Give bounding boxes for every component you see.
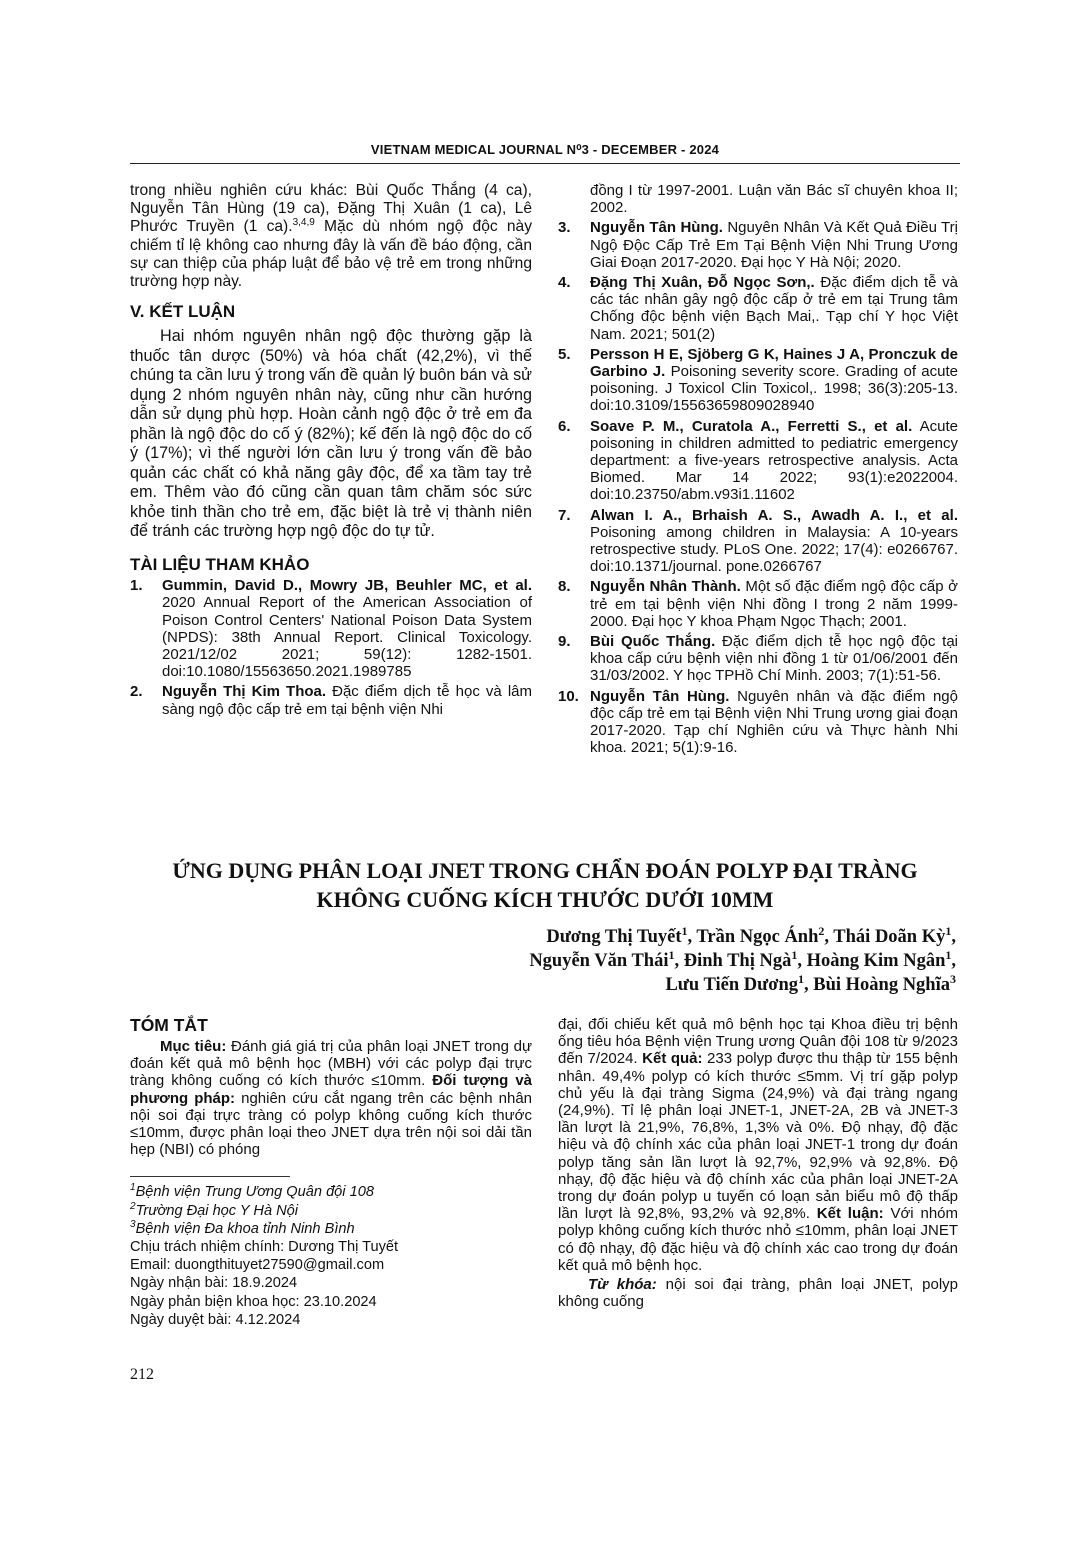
keywords-label: Từ khóa: xyxy=(588,1276,657,1294)
references-right xyxy=(558,182,958,760)
reference-authors: Nguyễn Thị Kim Thoa. xyxy=(162,683,327,701)
correspondence-line: Ngày phản biện khoa học: 23.10.2024 xyxy=(130,1293,377,1310)
reference-text: Đặc điểm dịch tễ và các tác nhân gây ngộ độc cấp ở trẻ em tại Trung tâm Chống độc bệnh viện Bạch Mai,. Tạp chí Y học Việt Nam. 2021; 501(2) xyxy=(590,274,958,343)
article-title xyxy=(130,856,960,914)
author-name: , Hoàng Kim Ngân xyxy=(797,951,946,971)
conclusion-paragraph: Hai nhóm nguyên nhân ngộ độc thường gặp là thuốc tân dược (50%) và hóa chất (42,2%), vì thế chúng ta cần lưu ý trong vấn đề quản lý buôn bán và sử dụng 2 nhóm nguyên nhân này, cũng như cần hướng dẫn sử dụng phù hợp. Hoàn cảnh ngộ độc ở trẻ em đa phần là ngộ độc do cố ý (82%); kế đến là ngộ độc do cố ý (17%); vì thế người lớn cần lưu ý trong vấn đề bảo quản các chất có khả năng gây độc, để xa tầm tay trẻ em. Thêm vào đó cũng cần quan tâm chăm sóc sức khỏe tinh thần cho trẻ em, đặc biệt là trẻ vị thành niên để tránh các trường hợp ngộ độc do tự tử. xyxy=(130,327,532,541)
summary-right xyxy=(558,1016,958,1310)
footnote-rule xyxy=(130,1176,290,1177)
author-name: Lưu Tiến Dương xyxy=(665,975,798,995)
summary-text: Đánh giá giá trị của phân loại JNET trong dự đoán kết quả mô bệnh học (MBH) với các polyp đại trực tràng không cuống có kích thước ≤10mm. xyxy=(130,1038,532,1090)
discussion-text-tail: Mặc dù nhóm ngộ độc này chiếm tỉ lệ không cao nhưng đây là vấn đề báo động, cần sự can thiệp của pháp luật để bảo vệ trẻ em trong những trường hợp này. xyxy=(130,218,532,291)
references-heading: TÀI LIỆU THAM KHẢO xyxy=(130,554,310,574)
reference-item xyxy=(558,507,958,576)
reference-number: 10. xyxy=(558,687,579,705)
reference-text: Acute poisoning in children admitted to pediatric emergency department: a five-years retrospective analysis. Acta Biomed. Mar 14 2022; 93(1):e2022004. doi:10.23750/abm.v93i1.11602 xyxy=(590,417,959,504)
summary-left-text xyxy=(130,1038,532,1158)
affiliation-text: Bệnh viện Đa khoa tỉnh Ninh Bình xyxy=(135,1220,355,1237)
citation-sup: 3,4,9 xyxy=(292,217,315,229)
summary-label: Đối tượng và phương pháp: xyxy=(130,1072,533,1107)
author-affiliation-sup: 1 xyxy=(681,923,688,938)
summary-text: 233 polyp được thu thập từ 155 bệnh nhân. 49,4% polyp có kích thước ≤5mm. Vị trí gặp polyp chủ yếu là đại tràng Sigma (24,9%) và đại tràng ngang (24,9%). Tỉ lệ phân loại JNET-1, JNET-2A, 2B và JNET-3 lần lượt là 21,9%, 76,8%, 1,3% và 0%. Độ nhạy, độ đặc hiệu và độ chính xác của phân loại JNET-1 trong dự đoán polyp tăng sản lần lượt là 92,7%, 92,9% và 92,8%. Độ nhạy, độ đặc hiệu và độ chính xác của phân loại JNET-2A trong dự đoán polyp u tuyến có loạn sản biểu mô độ thấp lần lượt là 92,8%, 93,2% và 92,8%. xyxy=(558,1050,958,1223)
reference-text: đồng I từ 1997-2001. Luận văn Bác sĩ chuyên khoa II; 2002. xyxy=(590,182,958,217)
reference-text: 2020 Annual Report of the American Association of Poison Control Centers' National Poison Data System (NPDS): 38th Annual Report. Clinical Toxicology. 2021/12/02 2021; 59(12): 1282-1501. doi:10.1080/15563650.2021.1989785 xyxy=(162,594,532,681)
reference-text: Đặc điểm dịch tễ học và lâm sàng ngộ độc cấp trẻ em tại bệnh viện Nhi xyxy=(162,683,532,718)
reference-number: 8. xyxy=(558,578,571,596)
author-affiliation-sup: 1 xyxy=(798,971,804,986)
summary-right-text xyxy=(558,1016,958,1274)
affiliation-sup: 1 xyxy=(130,1182,136,1194)
title-line-1: ỨNG DỤNG PHÂN LOẠI JNET TRONG CHẨN ĐOÁN POLYP ĐẠI TRÀNG xyxy=(172,858,918,883)
author-line xyxy=(256,949,956,973)
summary-label: Kết luận: xyxy=(816,1205,884,1223)
header-rule xyxy=(130,163,960,164)
discussion-text: trong nhiều nghiên cứu khác: Bùi Quốc Thắng (4 ca), Nguyễn Tân Hùng (19 ca), Đặng Thị Xuân (1 ca), Lê Phước Truyền (1 ca). xyxy=(130,182,532,236)
author-line xyxy=(256,973,956,997)
reference-authors: Đặng Thị Xuân, Đỗ Ngọc Sơn,. xyxy=(590,274,815,292)
correspondence xyxy=(130,1238,532,1329)
reference-authors: Nguyễn Tân Hùng. xyxy=(590,687,730,705)
keywords-text: nội soi đại tràng, phân loại JNET, polyp không cuống xyxy=(558,1276,958,1311)
author-line xyxy=(256,925,956,949)
reference-item xyxy=(558,219,958,271)
author-affiliation-sup: 3 xyxy=(950,971,956,986)
page-number: 212 xyxy=(130,1366,154,1383)
summary-label: Kết quả: xyxy=(642,1050,703,1068)
author-affiliation-sup: 1 xyxy=(945,923,952,938)
reference-text: Nguyên nhân và đặc điểm ngộ độc cấp trẻ em tại Bệnh viện Nhi Trung ương giai đoạn 2017-2020. Tạp chí Nghiên cứu và Thực hành Nhi khoa. 2021; 5(1):9-16. xyxy=(590,687,958,757)
reference-text: Một số đặc điểm ngộ độc cấp ở trẻ em tại bệnh viện Nhi đồng I trong 2 năm 1999-2000. Đại học Y khoa Phạm Ngọc Thạch; 2001. xyxy=(590,578,958,630)
affiliation-text: Trường Đại học Y Hà Nội xyxy=(135,1202,299,1219)
reference-text: Nguyên Nhân Và Kết Quả Điều Trị Ngộ Độc Cấp Trẻ Em Tại Bệnh Viện Nhi Trung Ương Giai Đoạn 2017-2020. Đại học Y Hà Nội; 2020. xyxy=(590,219,958,271)
summary-text: Với nhóm polyp không cuống kích thước nhỏ ≤10mm, phân loại JNET có độ nhạy, độ đặc hiệu và độ chính xác cao trong dự đoán kết quả mô bệnh học. xyxy=(558,1205,959,1274)
author-affiliation-sup: 1 xyxy=(945,947,952,962)
author-name: , Thái Doãn Kỳ xyxy=(824,927,946,947)
author-name: , Bùi Hoàng Nghĩa xyxy=(804,975,950,995)
summary-text: đại, đối chiếu kết quả mô bệnh học tại Khoa điều trị bệnh ống tiêu hóa Bệnh viện Trung ương Quân đội 108 từ 9/2023 đến 7/2024. xyxy=(558,1016,958,1068)
reference-authors: Gummin, David D., Mowry JB, Beuhler MC, et al. xyxy=(162,577,532,595)
author-name: , Đinh Thị Ngà xyxy=(674,951,792,971)
keywords xyxy=(558,1276,958,1310)
author-list xyxy=(256,925,956,997)
summary-label: Mục tiêu: xyxy=(160,1038,227,1055)
correspondence-line: Email: duongthituyet27590@gmail.com xyxy=(130,1257,385,1274)
reference-authors: Alwan I. A., Brhaish A. S., Awadh A. I., et al. xyxy=(590,506,958,524)
summary-text: nghiên cứu cắt ngang trên các bệnh nhân nội soi đại trực tràng có polyp không cuống kích thước ≤10mm, được phân loại theo JNET dựa trên nội soi dải tần hẹp (NBI) có phóng xyxy=(130,1089,533,1159)
reference-item xyxy=(558,274,958,343)
reference-authors: Persson H E, Sjöberg G K, Haines J A, Pronczuk de Garbino J. xyxy=(590,345,958,381)
conclusion-heading: V. KẾT LUẬN xyxy=(130,302,236,322)
affiliation-item xyxy=(130,1220,532,1238)
reference-text: Poisoning among children in Malaysia: A 10-years retrospective study. PLoS One. 2022; 17(4): e0266767. doi:10.1371/journal. pone.0266767 xyxy=(590,523,958,576)
reference-number: 9. xyxy=(558,633,571,651)
reference-item xyxy=(558,688,958,757)
references-left xyxy=(130,577,532,718)
author-affiliation-sup: 2 xyxy=(818,923,825,938)
correspondence-line: Ngày nhận bài: 18.9.2024 xyxy=(130,1275,298,1292)
title-line-2: KHÔNG CUỐNG KÍCH THƯỚC DƯỚI 10MM xyxy=(316,887,774,912)
discussion-paragraph xyxy=(130,182,532,291)
reference-item xyxy=(130,577,532,680)
author-name: , xyxy=(951,951,956,971)
reference-authors: Soave P. M., Curatola A., Ferretti S., et al. xyxy=(590,417,913,435)
left-column-top xyxy=(130,182,532,721)
summary-heading: TÓM TẮT xyxy=(130,1015,208,1035)
affiliation-sup: 2 xyxy=(130,1200,136,1212)
affiliations xyxy=(130,1183,532,1238)
author-name: , xyxy=(951,927,956,947)
correspondence-line: Chịu trách nhiệm chính: Dương Thị Tuyết xyxy=(130,1239,399,1256)
reference-text: Poisoning severity score. Grading of acute poisoning. J Toxicol Clin Toxicol,. 1998; 36(3):205-13. doi:10.3109/15563659809028940 xyxy=(590,363,959,415)
reference-item xyxy=(558,182,958,216)
affiliation-text: Bệnh viện Trung Ương Quân đội 108 xyxy=(135,1184,374,1201)
summary-left xyxy=(130,1015,532,1329)
reference-number: 5. xyxy=(558,345,571,363)
reference-number: 4. xyxy=(558,274,571,292)
author-affiliation-sup: 1 xyxy=(668,947,675,962)
affiliation-item xyxy=(130,1183,532,1201)
reference-item xyxy=(558,346,958,415)
reference-authors: Nguyễn Tân Hùng. xyxy=(590,219,723,237)
reference-number: 7. xyxy=(558,506,571,524)
reference-item xyxy=(558,578,958,630)
reference-item xyxy=(558,633,958,685)
reference-item xyxy=(130,683,532,717)
author-name: Dương Thị Tuyết xyxy=(546,927,682,947)
author-name: Nguyễn Văn Thái xyxy=(529,951,669,971)
author-name: , Trần Ngọc Ánh xyxy=(687,927,819,947)
reference-text: Đặc điểm dịch tễ học ngộ độc tại khoa cấp cứu bệnh viện nhi đồng 1 từ 01/06/2001 đến 31/03/2002. Y học TPHồ Chí Minh. 2003; 7(1):51-56. xyxy=(590,633,958,685)
reference-number: 6. xyxy=(558,417,571,435)
reference-authors: Bùi Quốc Thắng. xyxy=(590,633,716,651)
reference-number: 2. xyxy=(130,683,143,701)
correspondence-line: Ngày duyệt bài: 4.12.2024 xyxy=(130,1311,301,1328)
reference-number: 3. xyxy=(558,219,571,237)
reference-number: 1. xyxy=(130,577,143,595)
journal-header: VIETNAM MEDICAL JOURNAL N⁰3 - DECEMBER - 2024 xyxy=(370,142,720,157)
reference-item xyxy=(558,418,958,504)
affiliation-item xyxy=(130,1202,532,1220)
affiliation-sup: 3 xyxy=(130,1218,136,1230)
author-affiliation-sup: 1 xyxy=(791,947,798,962)
reference-authors: Nguyễn Nhân Thành. xyxy=(590,578,741,596)
